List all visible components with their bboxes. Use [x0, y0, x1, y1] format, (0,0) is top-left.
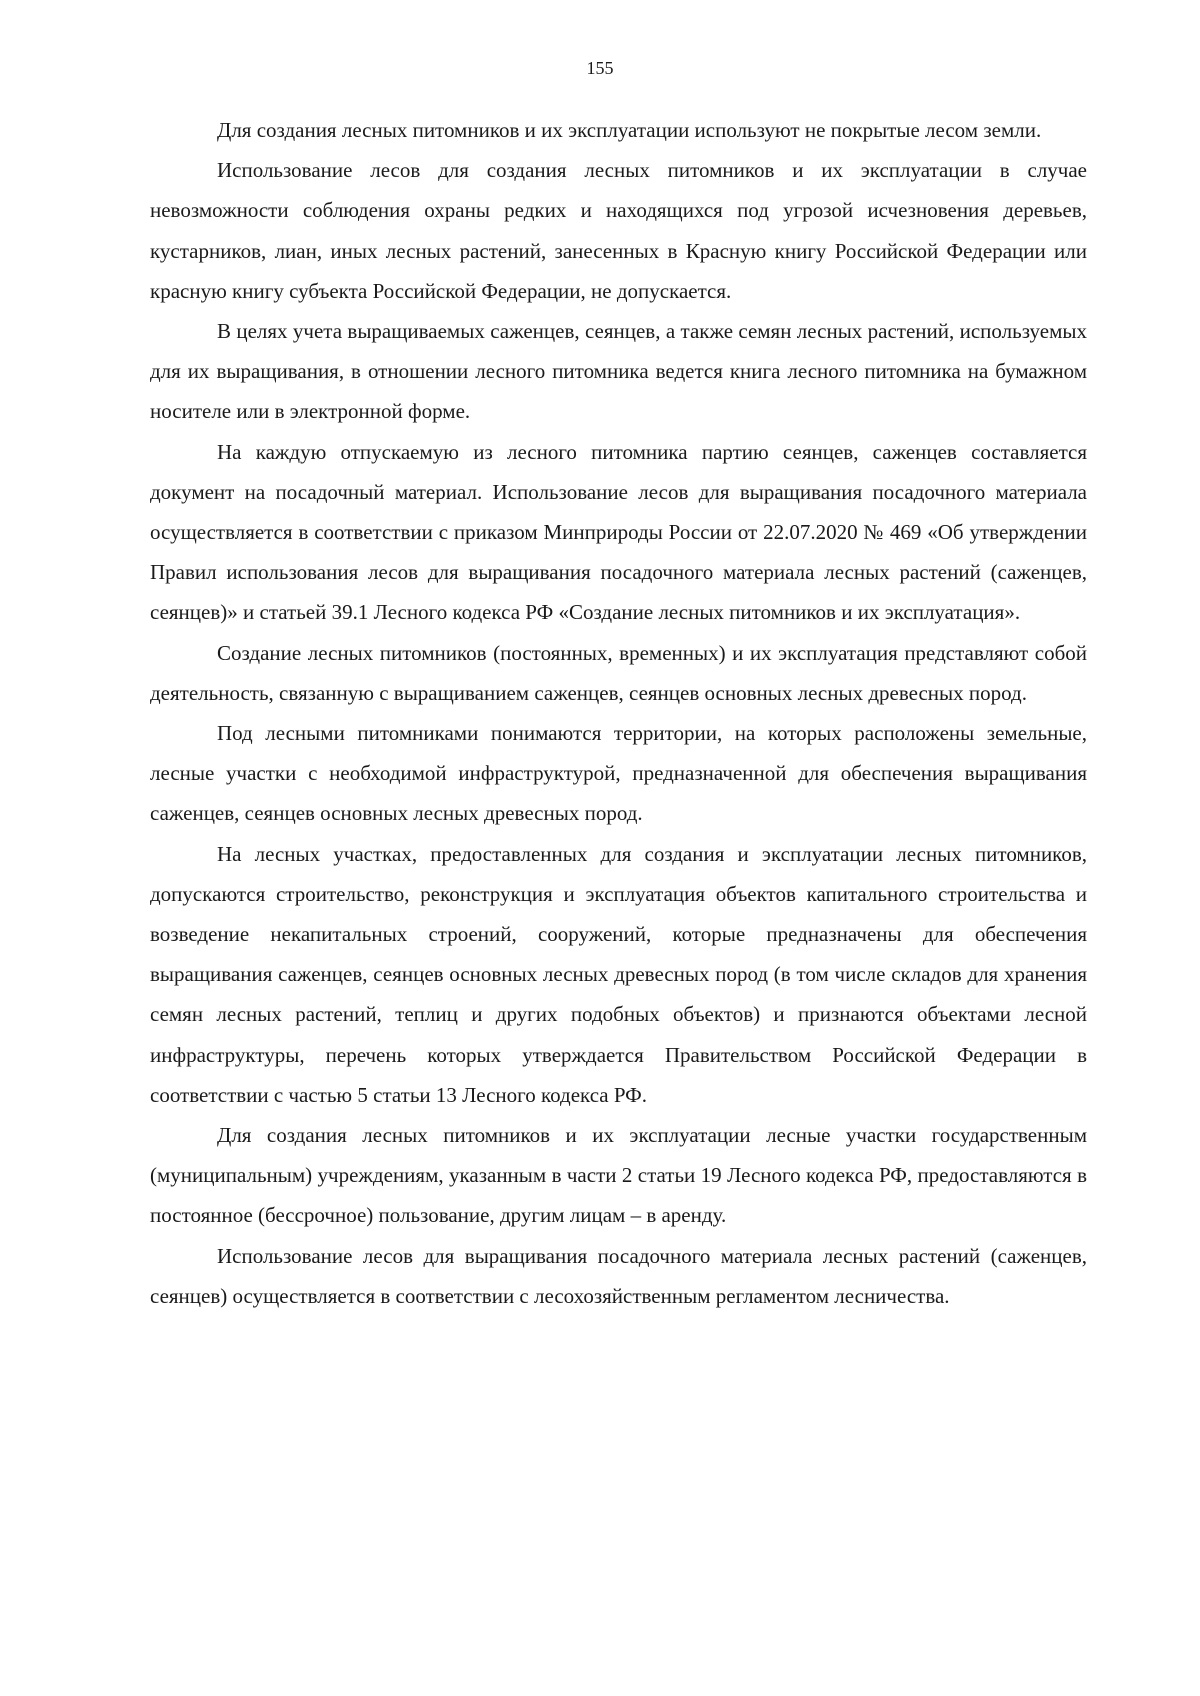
paragraph-9: Использование лесов для выращивания посадочного материала лесных растений (саженцев, сеянцев) осуществляется в соответствии с лесохозяйственным регламентом лесничества.	[150, 1243, 1087, 1308]
paragraph-8: Для создания лесных питомников и их эксплуатации лесные участки государственным (муниципальным) учреждениям, указанным в части 2 статьи 19 Лесного кодекса РФ, предоставляются в постоянное (бессрочное) пользование, другим лицам – в аренду.	[150, 1123, 1087, 1228]
paragraph-2: Использование лесов для создания лесных питомников и их эксплуатации в случае невозможности соблюдения охраны редких и находящихся под угрозой исчезновения деревьев, кустарников, лиан, иных лесных растений, занесенных в Красную книгу Российской Федерации или красную книгу субъекта Российской Федерации, не допускается.	[150, 158, 1087, 303]
paragraph-4: На каждую отпускаемую из лесного питомника партию сеянцев, саженцев составляется документ на посадочный материал. Использование лесов для выращивания посадочного материала осуществляется в соответствии с приказом Минприроды России от 22.07.2020 № 469 «Об утверждении Правил использования лесов для выращивания посадочного материала лесных растений (саженцев, сеянцев)» и статьей 39.1 Лесного кодекса РФ «Создание лесных питомников и их эксплуатация».	[150, 439, 1087, 625]
paragraph-1: Для создания лесных питомников и их эксплуатации используют не покрытые лесом земли.	[217, 118, 1042, 142]
body-text	[150, 110, 1087, 1316]
paragraph-6: Под лесными питомниками понимаются территории, на которых расположены земельные, лесные участки с необходимой инфраструктурой, предназначенной для обеспечения выращивания саженцев, сеянцев основных лесных древесных пород.	[150, 721, 1087, 826]
paragraph-7: На лесных участках, предоставленных для создания и эксплуатации лесных питомников, допускаются строительство, реконструкция и эксплуатация объектов капитального строительства и возведение некапитальных строений, сооружений, которые предназначены для обеспечения выращивания саженцев, сеянцев основных лесных древесных пород (в том числе складов для хранения семян лесных растений, теплиц и других подобных объектов) и признаются объектами лесной инфраструктуры, перечень которых утверждается Правительством Российской Федерации в соответствии с частью 5 статьи 13 Лесного кодекса РФ.	[150, 841, 1087, 1107]
page-number: 155	[586, 58, 614, 78]
paragraph-5: Создание лесных питомников (постоянных, временных) и их эксплуатация представляют собой деятельность, связанную с выращиванием саженцев, сеянцев основных лесных древесных пород.	[150, 640, 1087, 705]
paragraph-3: В целях учета выращиваемых саженцев, сеянцев, а также семян лесных растений, используемых для их выращивания, в отношении лесного питомника ведется книга лесного питомника на бумажном носителе или в электронной форме.	[150, 319, 1087, 424]
